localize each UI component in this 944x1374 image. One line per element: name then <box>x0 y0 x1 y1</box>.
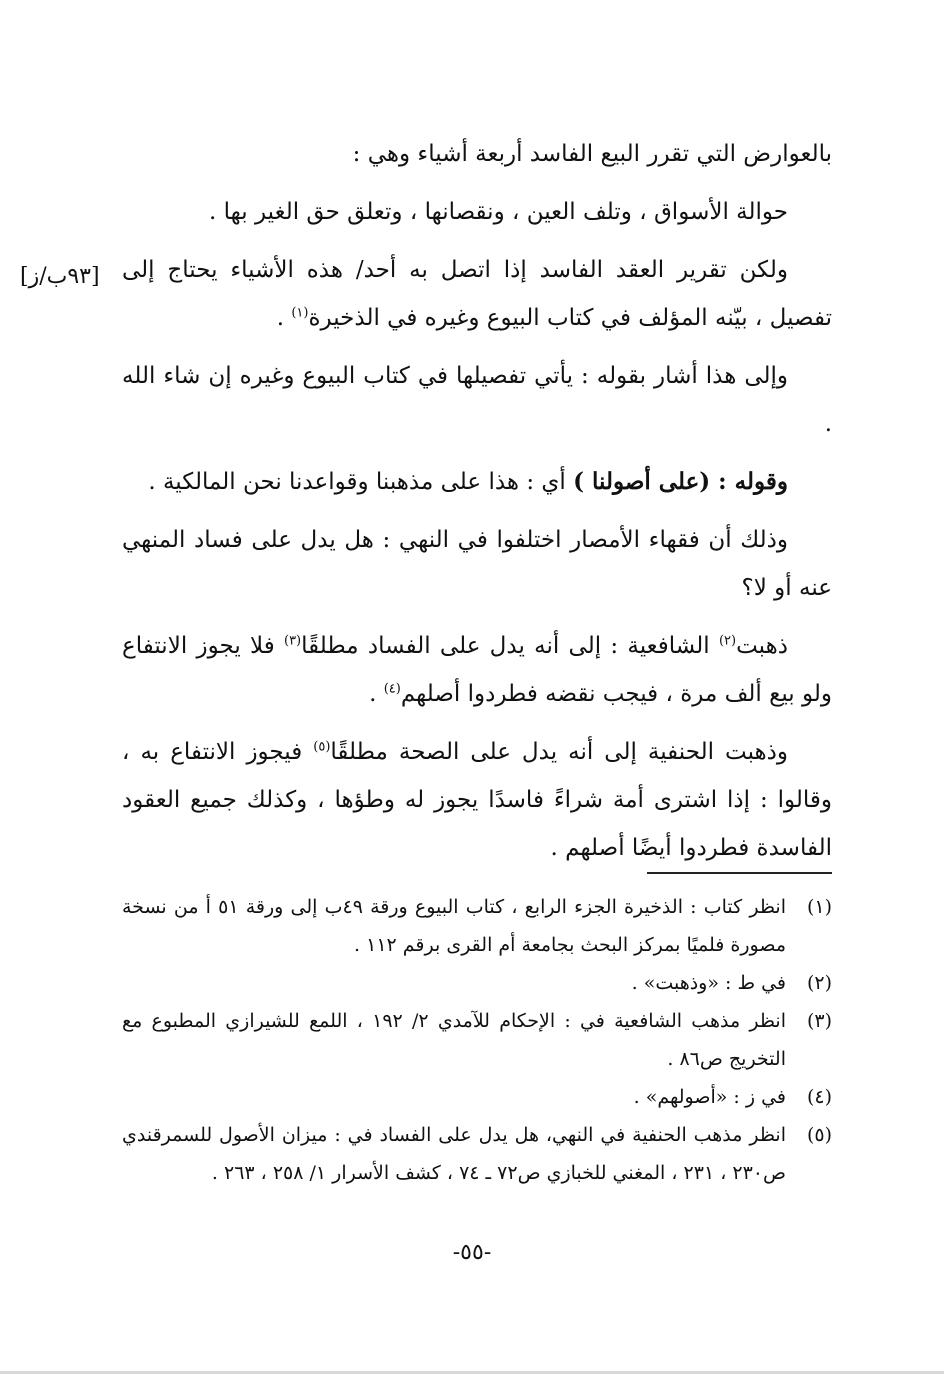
footnote-3 <box>122 1002 832 1078</box>
footnote-ref-2: (٢) <box>718 633 737 649</box>
footnote-number: (٣) <box>806 1010 832 1032</box>
footnote-ref-5: (٥) <box>313 739 331 755</box>
paragraph-8-a: وذهبت الحنفية إلى أنه يدل على الصحة مطلقًا <box>330 739 789 765</box>
footnote-text: في ز : «أصولهم» . <box>633 1086 786 1108</box>
footnote-2 <box>122 964 832 1002</box>
footnote-number: (١) <box>806 896 832 918</box>
footnote-4 <box>122 1078 832 1116</box>
footnote-text: انظر مذهب الشافعية في : الإحكام للآمدي ٢/ ١٩٢ ، اللمع للشيرازي المطبوع مع التخريج ص٨٦ . <box>122 1010 786 1070</box>
paragraph-7-d: . <box>369 681 384 707</box>
paragraph-3-line-2: تفصيل ، بيّنه المؤلف في كتاب البيوع وغيره في الذخيرة <box>308 305 832 331</box>
footnote-text: انظر كتاب : الذخيرة الجزء الرابع ، كتاب البيوع ورقة ٤٩ب إلى ورقة ٥١ أ من نسخة مصورة فلميًا بمركز البحث بجامعة أم القرى برقم ١١٢ . <box>122 896 786 956</box>
footnote-text: انظر مذهب الحنفية في النهي، هل يدل على الفساد في : ميزان الأصول للسمرقندي ص٢٣٠ ، ٢٣١ ، المغني للخبازي ص٧٢ ـ ٧٤ ، كشف الأسرار ١/ ٢٥٨ ، ٢٦٣ . <box>122 1124 786 1184</box>
footnote-ref-1: (١) <box>291 305 309 321</box>
main-text <box>122 130 832 872</box>
paragraph-1: بالعوارض التي تقرر البيع الفاسد أربعة أشياء وهي : <box>352 141 832 167</box>
paragraph-3-end: . <box>276 305 292 331</box>
paragraph-7-b: الشافعية : إلى أنه يدل على الفساد مطلقًا <box>301 633 719 659</box>
paragraph-3 <box>122 246 832 342</box>
footnote-ref-4: (٤) <box>383 681 401 697</box>
footnotes <box>122 888 832 1192</box>
paragraph-7 <box>122 622 832 718</box>
footnote-number: (٤) <box>806 1086 832 1108</box>
paragraph-2: حوالة الأسواق ، وتلف العين ، ونقصانها ، وتعلق حق الغير بها . <box>209 199 788 225</box>
paragraph-4: وإلى هذا أشار بقوله : يأتي تفصيلها في كتاب البيوع وغيره إن شاء الله . <box>122 363 832 437</box>
paragraph-5-rest: أي : هذا على مذهبنا وقواعدنا نحن المالكية . <box>148 469 574 495</box>
paragraph-7-a: ذهبت <box>736 633 788 659</box>
page-number: -٥٥- <box>452 1240 492 1265</box>
footnote-number: (٢) <box>806 972 832 994</box>
footnote-text: في ط : «وذهبت» . <box>631 972 786 994</box>
footnote-number: (٥) <box>806 1124 832 1146</box>
paragraph-6: وذلك أن فقهاء الأمصار اختلفوا في النهي : هل يدل على فساد المنهي عنه أو لا؟ <box>122 527 832 601</box>
manuscript-folio-reference: [٩٣ب/ز] <box>20 264 100 289</box>
paragraph-3-line-1: ولكن تقرير العقد الفاسد إذا اتصل به أحد/ هذه الأشياء يحتاج إلى <box>122 257 788 283</box>
paragraph-7-c: فلا يجوز الانتفاع ولو بيع ألف مرة ، فيجب نقضه فطردوا أصلهم <box>122 633 832 707</box>
footnote-ref-3: (٣) <box>283 633 302 649</box>
footnote-separator <box>647 872 832 874</box>
paragraph-8-b: فيجوز الانتفاع به ، وقالوا : إذا اشترى أمة شراءً فاسدًا يجوز له وطؤها ، وكذلك جميع العقود الفاسدة فطردوا أيضًا أصلهم . <box>122 739 832 861</box>
footnote-1 <box>122 888 832 964</box>
footnote-5 <box>122 1116 832 1192</box>
paragraph-8 <box>122 728 832 872</box>
paragraph-5 <box>122 458 832 506</box>
quoted-phrase: وقوله : (على أصولنا ) <box>573 468 788 495</box>
